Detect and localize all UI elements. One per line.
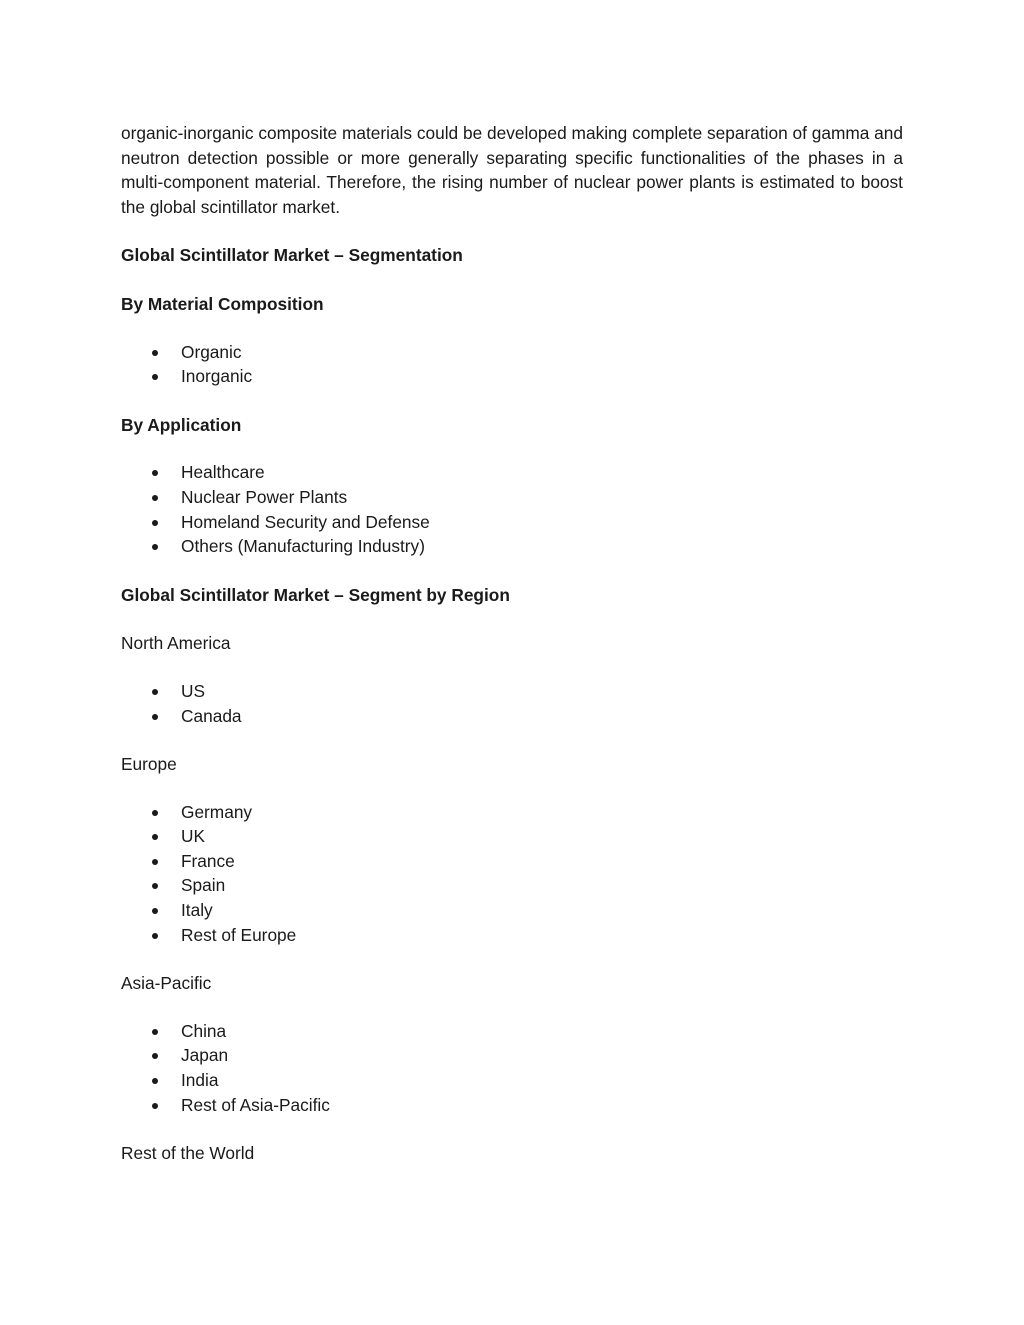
list-item: [121, 873, 903, 898]
application-heading: By Application: [121, 414, 242, 435]
segmentation-heading: Global Scintillator Market – Segmentation: [121, 245, 463, 266]
material-composition-heading: By Material Composition: [121, 293, 324, 314]
list-item: [121, 898, 903, 923]
list-item: [121, 485, 903, 510]
bullet-icon: [152, 374, 158, 380]
list-item: [121, 510, 903, 535]
bullet-icon: [152, 495, 158, 501]
list-item-label: Japan: [181, 1045, 229, 1066]
list-item-label: Homeland Security and Defense: [181, 511, 430, 532]
bullet-icon: [152, 544, 158, 550]
region-europe: Europe: [121, 754, 177, 775]
region-north-america: North America: [121, 633, 231, 654]
list-item: [121, 364, 903, 389]
document-page: [121, 121, 903, 1166]
region-heading: Global Scintillator Market – Segment by Region: [121, 584, 510, 605]
list-item-label: Inorganic: [181, 366, 253, 387]
list-item: [121, 704, 903, 729]
bullet-icon: [152, 470, 158, 476]
bullet-icon: [152, 1103, 158, 1109]
list-item: [121, 1019, 903, 1044]
application-list: [121, 460, 903, 558]
bullet-icon: [152, 933, 158, 939]
list-item-label: Organic: [181, 341, 242, 362]
list-item: [121, 534, 903, 559]
list-item-label: Spain: [181, 875, 226, 896]
bullet-icon: [152, 883, 158, 889]
intro-paragraph: organic-inorganic composite materials could be developed making complete separation of gamma and neutron detection possible or more generally separating specific functionalities of the phases in a multi-component material. Therefore, the rising number of nuclear power plants is estimated to boost the global scintillator market.: [121, 123, 903, 217]
europe-list: [121, 800, 903, 948]
list-item-label: China: [181, 1020, 227, 1041]
list-item-label: France: [181, 850, 235, 871]
list-item-label: UK: [181, 826, 206, 847]
bullet-icon: [152, 1029, 158, 1035]
list-item: [121, 460, 903, 485]
list-item-label: Rest of Europe: [181, 924, 297, 945]
bullet-icon: [152, 689, 158, 695]
list-item-label: India: [181, 1070, 219, 1091]
north-america-list: [121, 679, 903, 728]
list-item-label: Healthcare: [181, 462, 265, 483]
list-item: [121, 923, 903, 948]
list-item: [121, 1068, 903, 1093]
list-item: [121, 800, 903, 825]
bullet-icon: [152, 1053, 158, 1059]
list-item: [121, 824, 903, 849]
bullet-icon: [152, 350, 158, 356]
bullet-icon: [152, 908, 158, 914]
asia-pacific-list: [121, 1019, 903, 1117]
list-item: [121, 849, 903, 874]
list-item-label: US: [181, 680, 206, 701]
list-item: [121, 1043, 903, 1068]
list-item-label: Germany: [181, 801, 253, 822]
bullet-icon: [152, 834, 158, 840]
bullet-icon: [152, 810, 158, 816]
bullet-icon: [152, 859, 158, 865]
region-asia-pacific: Asia-Pacific: [121, 973, 212, 994]
list-item: [121, 679, 903, 704]
list-item: [121, 340, 903, 365]
material-list: [121, 340, 903, 389]
list-item: [121, 1093, 903, 1118]
region-rest-of-world: Rest of the World: [121, 1143, 255, 1164]
list-item-label: Nuclear Power Plants: [181, 486, 348, 507]
list-item-label: Rest of Asia-Pacific: [181, 1094, 330, 1115]
list-item-label: Others (Manufacturing Industry): [181, 536, 425, 557]
bullet-icon: [152, 1078, 158, 1084]
bullet-icon: [152, 714, 158, 720]
bullet-icon: [152, 520, 158, 526]
list-item-label: Canada: [181, 705, 242, 726]
list-item-label: Italy: [181, 900, 213, 921]
